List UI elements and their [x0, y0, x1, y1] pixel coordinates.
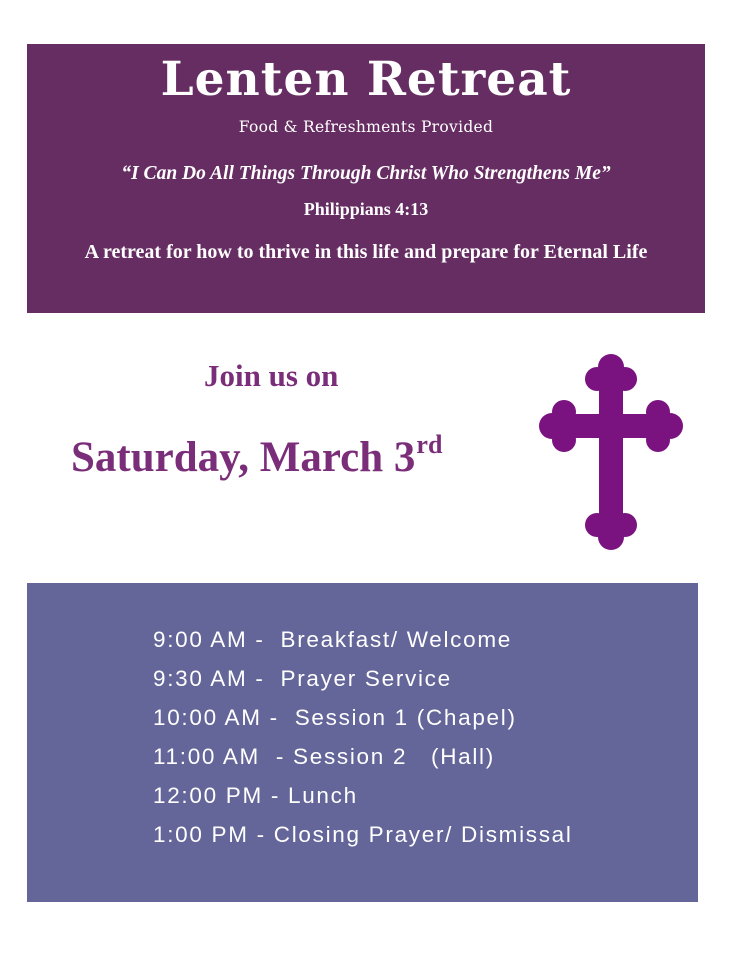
event-date [71, 430, 442, 482]
schedule-item-lunch: 12:00 PM - Lunch [153, 783, 358, 808]
subtitle: Food & Refreshments Provided [238, 118, 494, 136]
event-date-suffix: rd [416, 430, 443, 459]
schedule-item-closing: 1:00 PM - Closing Prayer/ Dismissal [153, 822, 573, 847]
schedule-item-breakfast: 9:00 AM - Breakfast/ Welcome [153, 627, 513, 652]
event-date-text: Saturday, March 3 [71, 434, 416, 481]
tagline: A retreat for how to thrive in this life and prepare for Eternal Life [84, 241, 648, 263]
schedule-panel [27, 583, 698, 902]
header-banner [27, 44, 705, 313]
budded-cross-icon [536, 351, 686, 553]
schedule-item-prayer-service: 9:30 AM - Prayer Service [153, 666, 452, 691]
schedule-item-session-1: 10:00 AM - Session 1 (Chapel) [153, 705, 517, 730]
schedule-list [153, 625, 573, 859]
schedule-item-session-2: 11:00 AM - Session 2 (Hall) [153, 744, 495, 769]
page-title: Lenten Retreat [160, 52, 572, 107]
scripture-reference: Philippians 4:13 [303, 199, 429, 219]
scripture-quote: “I Can Do All Things Through Christ Who Strengthens Me” [121, 163, 611, 184]
join-us-text: Join us on [204, 358, 339, 393]
